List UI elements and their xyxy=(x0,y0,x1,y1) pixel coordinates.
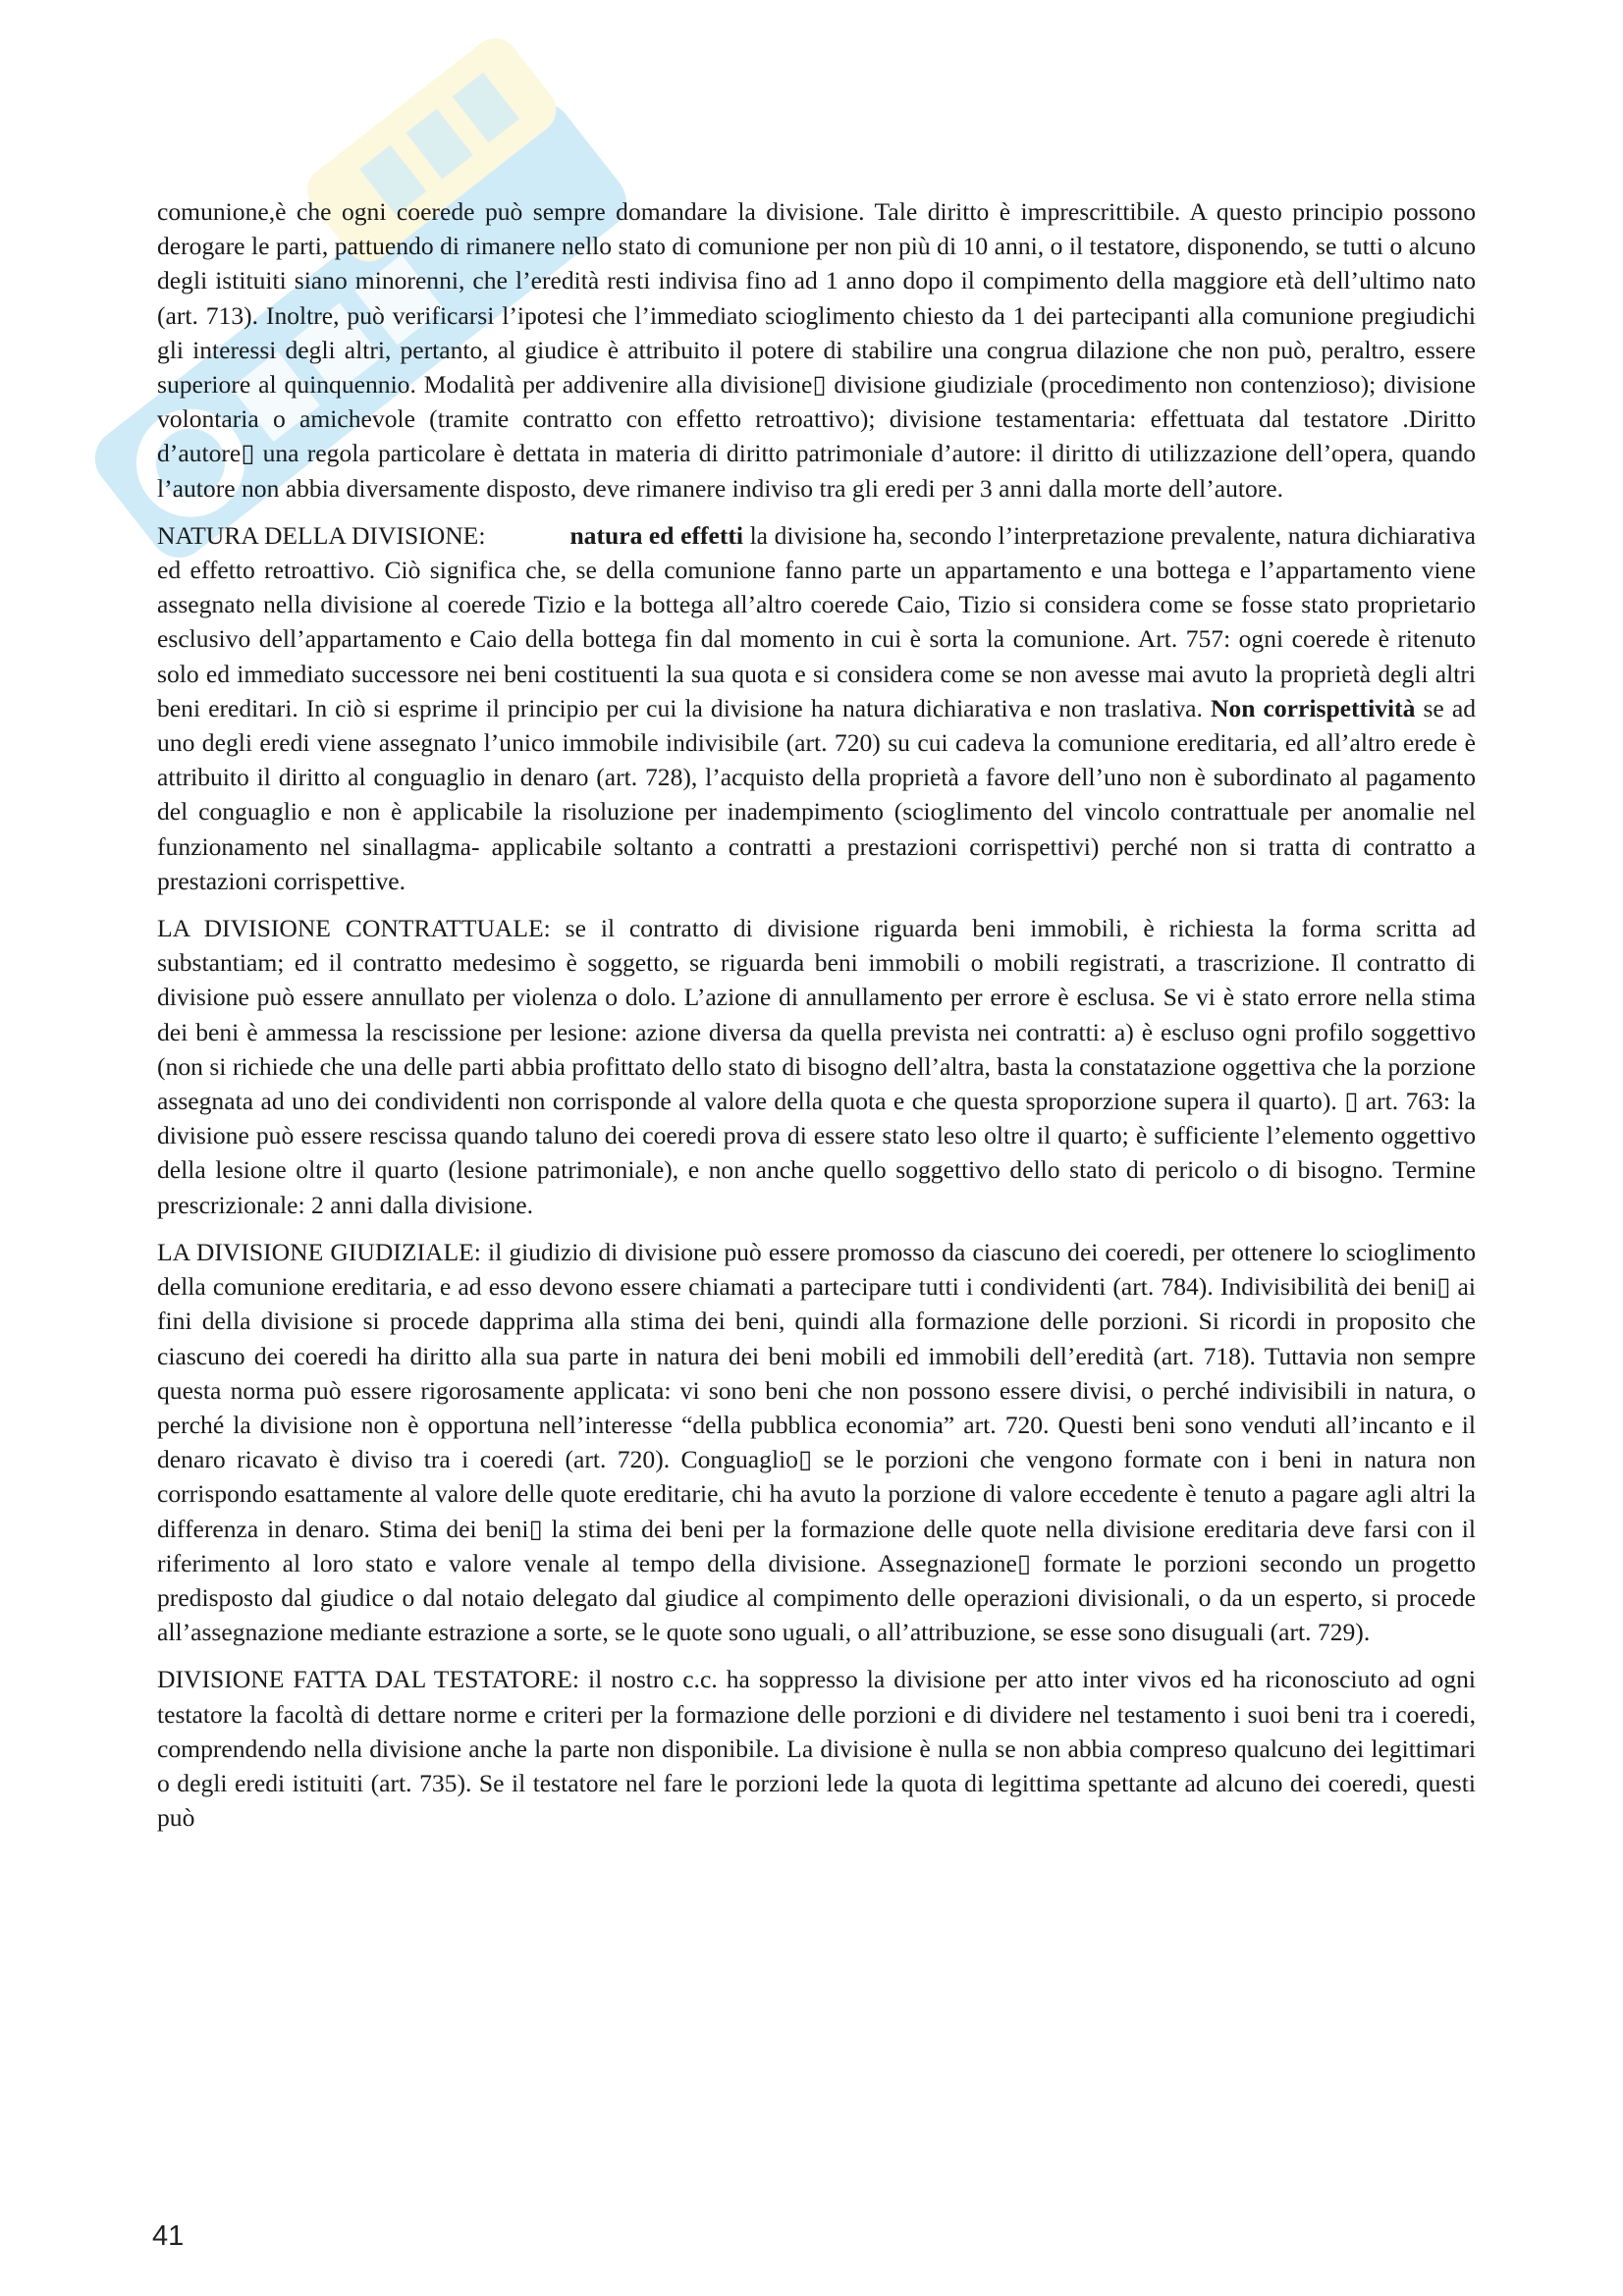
paragraph-divisione-giudiziale: LA DIVISIONE GIUDIZIALE: il giudizio di divisione può essere promosso da ciascuno dei coeredi, per ottenere lo scioglimento della comunione ereditaria, e ad esso devono essere chiamati a partecipare tutti i condividenti (art. 784). Indivisibilità dei beni▯ ai fini della divisione si procede dapprima alla stima dei beni, quindi alla formazione delle porzioni. Si ricordi in proposito che ciascuno dei coeredi ha diritto alla sua parte in natura dei beni mobili ed immobili dell’eredità (art. 718). Tuttavia non sempre questa norma può essere rigorosamente applicata: vi sono beni che non possono essere divisi, o perché indivisibili in natura, o perché la divisione non è opportuna nell’interesse “della pubblica economia” art. 720. Questi beni sono venduti all’incanto e il denaro ricavato è diviso tra i coeredi (art. 720). Conguaglio▯ se le porzioni che vengono formate con i beni in natura non corrispondo esattamente al valore delle quote ereditarie, chi ha avuto la porzione di valore eccedente è tenuto a pagare agli altri la differenza in denaro. Stima dei beni▯ la stima dei beni per la formazione delle quote nella divisione ereditaria deve farsi con il riferimento al loro stato e valore venale al tempo della divisione. Assegnazione▯ formate le porzioni secondo un progetto predisposto dal giudice o dal notaio delegato dal giudice al compimento delle operazioni divisionali, o da un esperto, si procede all’assegnazione mediante estrazione a sorte, se le quote sono uguali, o all’attribuzione, se esse sono disuguali (art. 729). xyxy=(157,1237,1476,1647)
document-body xyxy=(157,194,1476,1847)
page-number: 41 xyxy=(152,2220,185,2252)
bold-non-corrispettivita: Non corrispettività xyxy=(1210,693,1416,722)
paragraph-divisione-contrattuale: LA DIVISIONE CONTRATTUALE: se il contratto di divisione riguarda beni immobili, è richiesta la forma scritta ad substantiam; ed il contratto medesimo è soggetto, se riguarda beni immobili o mobili registrati, a trascrizione. Il contratto di divisione può essere annullato per violenza o dolo. L’azione di annullamento per errore è esclusa. Se vi è stato errore nella stima dei beni è ammessa la rescissione per lesione: azione diversa da quella prevista nei contratti: a) è escluso ogni profilo soggettivo (non si richiede che una delle parti abbia profittato dello stato di bisogno dell’altra, basta la constatazione oggettiva che la porzione assegnata ad uno dei condividenti non corrisponde al valore della quota e che questa sproporzione supera il quarto). ▯ art. 763: la divisione può essere rescissa quando taluno dei coeredi prova di essere stato leso oltre il quarto; è sufficiente l’elemento oggettivo della lesione oltre il quarto (lesione patrimoniale), e non anche quello soggettivo dello stato di pericolo o di bisogno. Termine prescrizionale: 2 anni dalla divisione. xyxy=(157,914,1476,1219)
paragraph-natura-divisione xyxy=(157,518,1476,898)
text-natura-effetti: la divisione ha, secondo l’interpretazione prevalente, natura dichiarativa ed effetto retroattivo. Ciò significa che, se della comunione fanno parte un appartamento e una bottega e l’appartamento viene assegnato nella divisione al coerede Tizio e la bottega all’altro coerede Caio, Tizio si considera come se fosse stato proprietario esclusivo dell’appartamento e Caio della bottega fin dal momento in cui è sorta la comunione. Art. 757: ogni coerede è ritenuto solo ed immediato successore nei beni costituenti la sua quota e si considera come se non avesse mai avuto la proprietà degli altri beni ereditari. In ciò si esprime il principio per cui la divisione ha natura dichiarativa e non traslativa. xyxy=(157,520,1476,722)
text-non-corrispettivita: se ad uno degli eredi viene assegnato l’unico immobile indivisibile (art. 720) su cui cadeva la comunione ereditaria, ed all’altro erede è attribuito il diritto al conguaglio in denaro (art. 728), l’acquisto della proprietà a favore dell’uno non è subordinato al pagamento del conguaglio e non è applicabile la risoluzione per inadempimento (scioglimento del vincolo contrattuale per anomalie nel funzionamento nel sinallagma- applicabile soltanto a contratti a prestazioni corrispettivi) perché non si tratta di contratto a prestazioni corrispettive. xyxy=(157,693,1476,895)
heading-natura-divisione: NATURA DELLA DIVISIONE: xyxy=(157,520,486,550)
paragraph-comunione: comunione,è che ogni coerede può sempre domandare la divisione. Tale diritto è imprescrittibile. A questo principio possono derogare le parti, pattuendo di rimanere nello stato di comunione per non più di 10 anni, o il testatore, disponendo, se tutti o alcuno degli istituiti siano minorenni, che l’eredità resti indivisa fino ad 1 anno dopo il compimento della maggiore età dell’ultimo nato (art. 713). Inoltre, può verificarsi l’ipotesi che l’immediato scioglimento chiesto da 1 dei partecipanti alla comunione pregiudichi gli interessi degli altri, pertanto, al giudice è attribuito il potere di stabilire una congrua dilazione che non può, peraltro, essere superiore al quinquennio. Modalità per addivenire alla divisione▯ divisione giudiziale (procedimento non contenzioso); divisione volontaria o amichevole (tramite contratto con effetto retroattivo); divisione testamentaria: effettuata dal testatore .Diritto d’autore▯ una regola particolare è dettata in materia di diritto patrimoniale d’autore: il diritto di utilizzazione dell’opera, quando l’autore non abbia diversamente disposto, deve rimanere indiviso tra gli eredi per 3 anni dalla morte dell’autore. xyxy=(157,197,1476,503)
bold-natura-effetti: natura ed effetti xyxy=(569,520,744,550)
paragraph-divisione-testatore: DIVISIONE FATTA DAL TESTATORE: il nostro c.c. ha soppresso la divisione per atto inter vivos ed ha riconosciuto ad ogni testatore la facoltà di dettare norme e criteri per la formazione delle porzioni e di dividere nel testamento i suoi beni tra i coeredi, comprendendo nella divisione anche la parte non disponibile. La divisione è nulla se non abbia compreso qualcuno dei legittimari o degli eredi istituiti (art. 735). Se il testatore nel fare le porzioni lede la quota di legittima spettante ad alcuno dei coeredi, questi può xyxy=(157,1665,1476,1833)
